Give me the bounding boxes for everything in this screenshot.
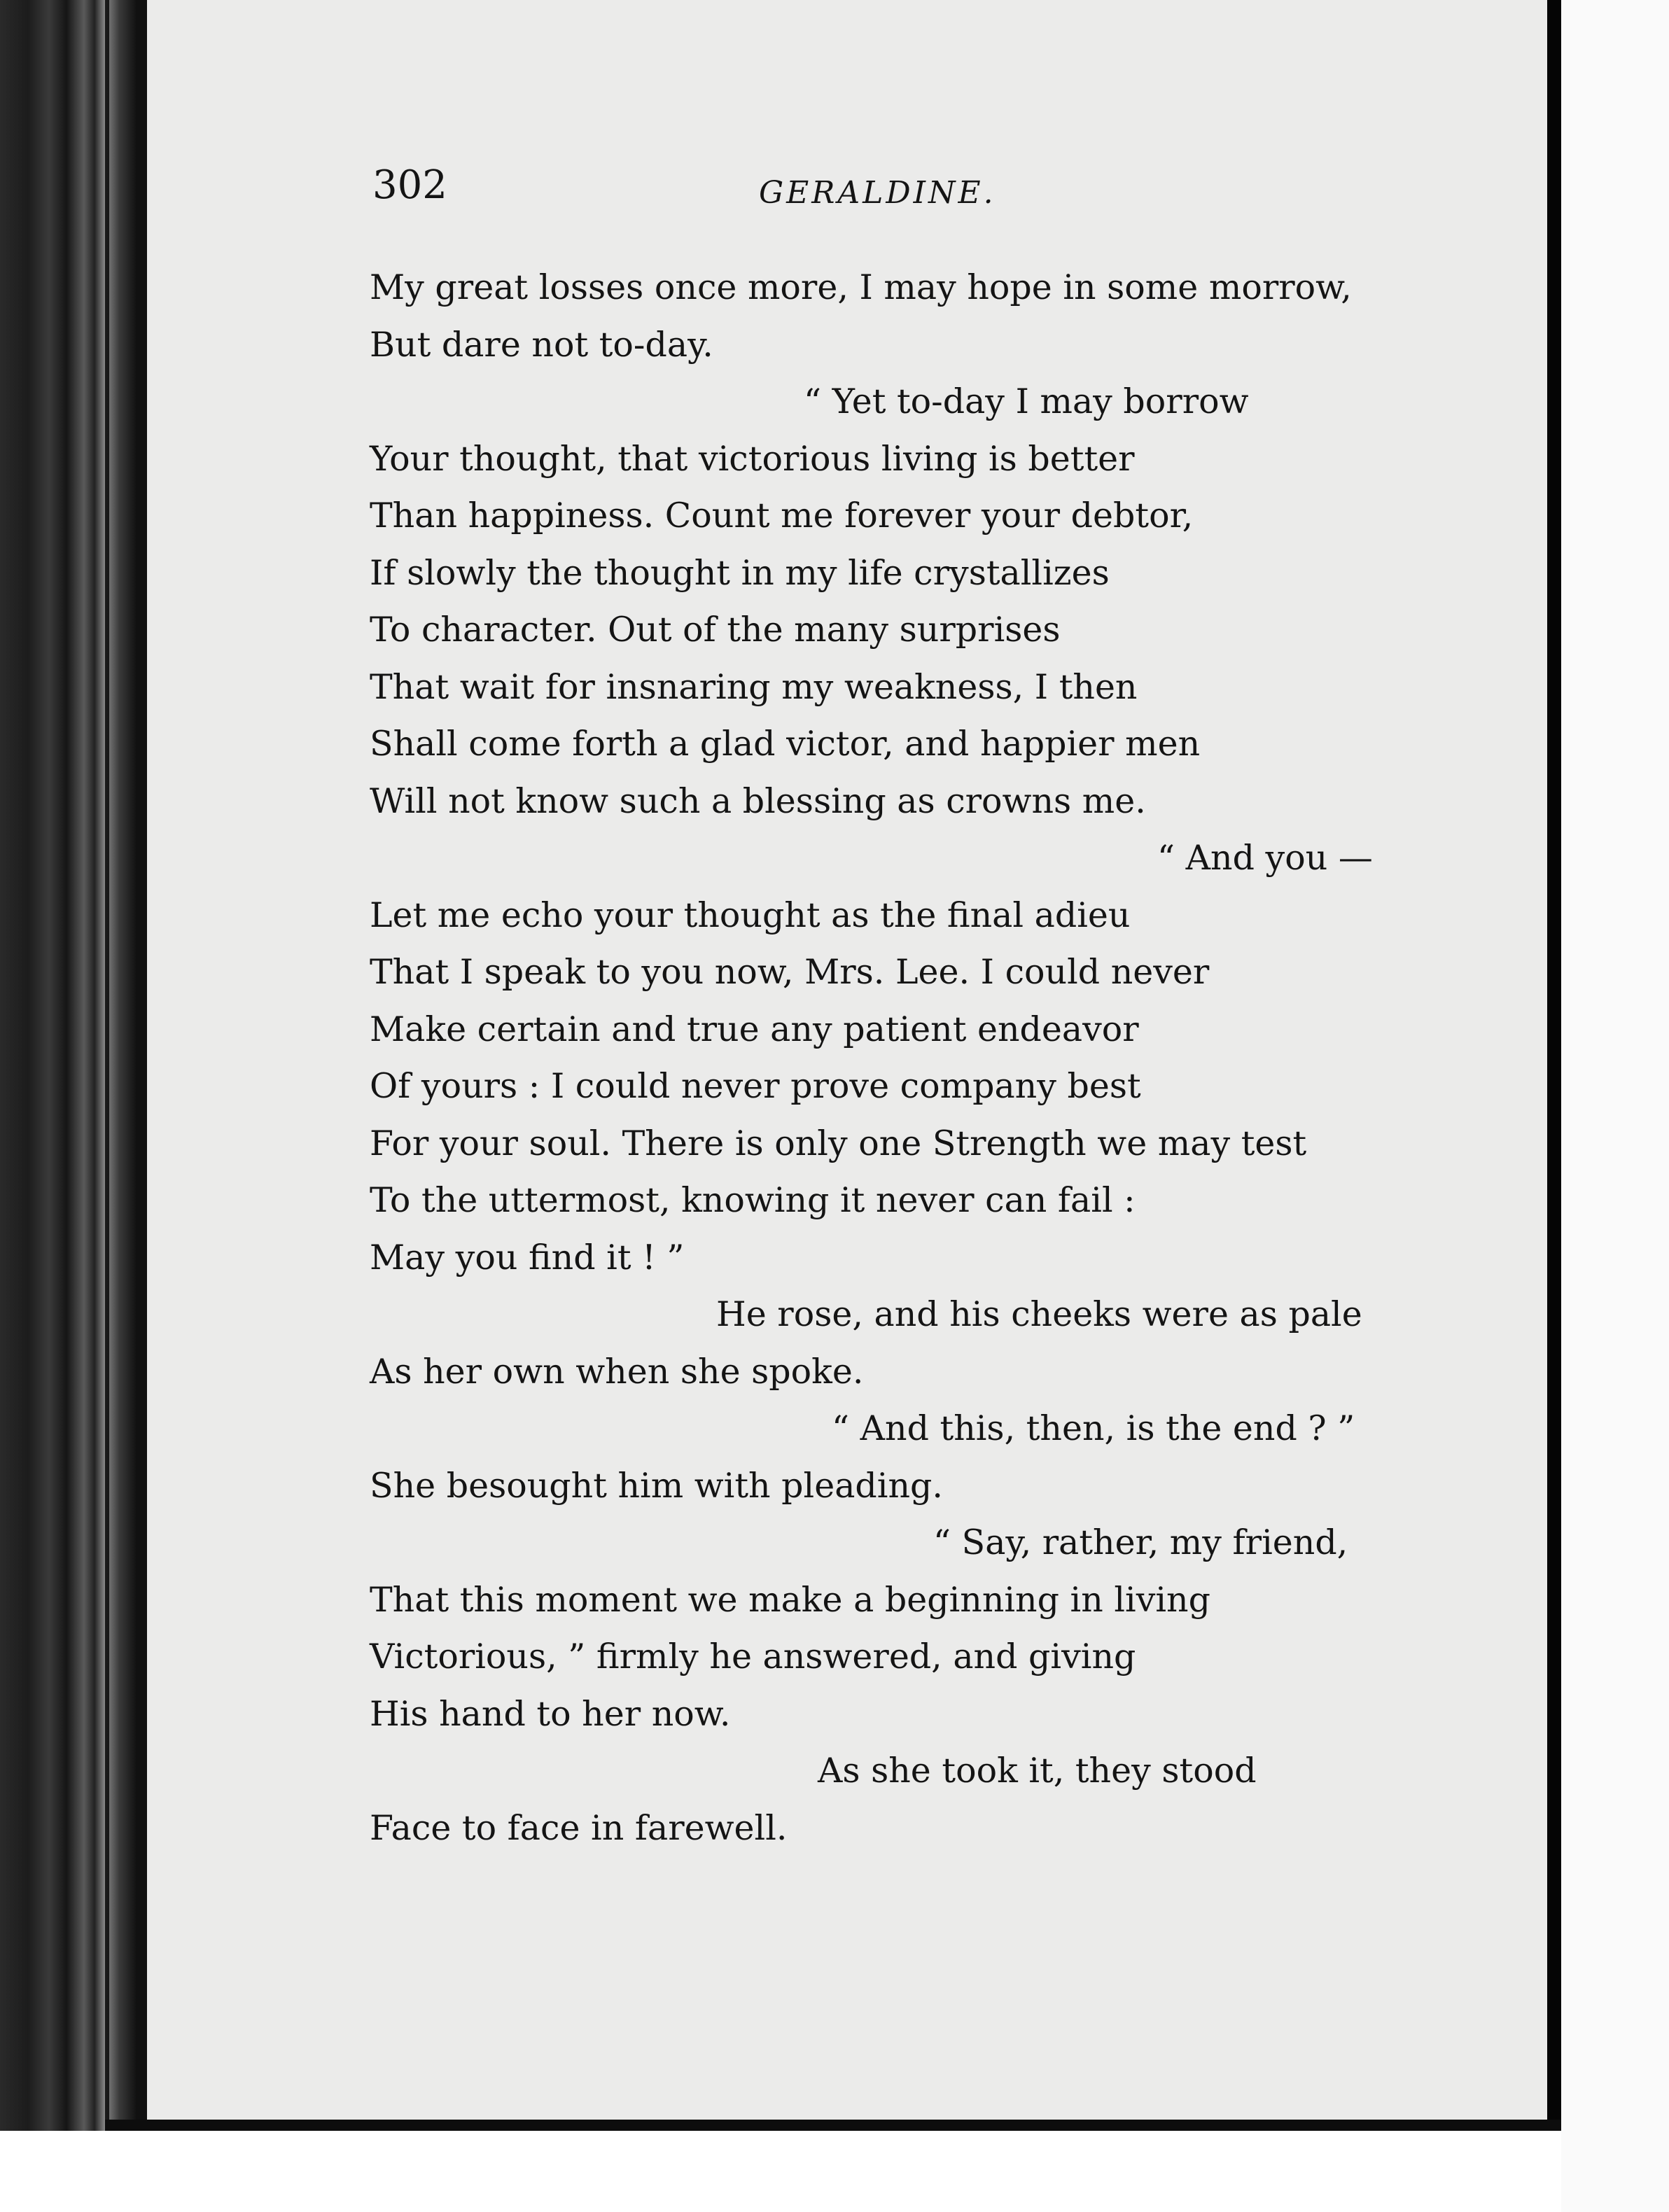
poem-line: She besought him with pleading. xyxy=(370,1465,943,1506)
poem-line: Of yours : I could never prove company best xyxy=(370,1066,1141,1106)
poem-line: “ And you — xyxy=(1157,838,1373,878)
page-number: 302 xyxy=(372,162,447,208)
poem-line: Victorious, ” firmly he answered, and giving xyxy=(370,1637,1136,1676)
poem-line: His hand to her now. xyxy=(370,1693,731,1734)
poem-line: He rose, and his cheeks were as pale xyxy=(716,1294,1362,1334)
scan-margin-bottom xyxy=(0,2131,1561,2212)
poem-line: As she took it, they stood xyxy=(818,1751,1257,1791)
poem-line: “ Yet to-day I may borrow xyxy=(804,382,1249,421)
poem-line: May you find it ! ” xyxy=(370,1237,685,1278)
poem-text xyxy=(370,259,1420,1856)
gutter-line xyxy=(105,0,109,2212)
poem-line: “ And this, then, is the end ? ” xyxy=(832,1408,1355,1448)
poem-line: That this moment we make a beginning in living xyxy=(370,1579,1210,1620)
poem-line: But dare not to-day. xyxy=(370,324,713,365)
poem-line: Will not know such a blessing as crowns me. xyxy=(370,780,1146,821)
page-edge-right xyxy=(1547,0,1561,2212)
running-head: GERALDINE. xyxy=(759,175,996,211)
poem-line: Face to face in farewell. xyxy=(370,1807,788,1848)
poem-line: For your soul. There is only one Strength we may test xyxy=(370,1123,1307,1163)
book-gutter xyxy=(0,0,147,2212)
scan-margin-right xyxy=(1561,0,1669,2212)
poem-line: That I speak to you now, Mrs. Lee. I could never xyxy=(370,952,1210,992)
poem-line: “ Say, rather, my friend, xyxy=(933,1522,1348,1562)
poem-line: Than happiness. Count me forever your debtor, xyxy=(370,496,1194,536)
poem-line: That wait for insnaring my weakness, I then xyxy=(370,666,1138,707)
poem-line: My great losses once more, I may hope in some morrow, xyxy=(370,267,1352,307)
poem-line: Shall come forth a glad victor, and happier men xyxy=(370,724,1201,764)
poem-line: If slowly the thought in my life crystallizes xyxy=(370,552,1110,593)
poem-line: To character. Out of the many surprises xyxy=(370,610,1061,650)
poem-line: Let me echo your thought as the final adieu xyxy=(370,895,1131,935)
poem-line: As her own when she spoke. xyxy=(370,1351,864,1392)
page-edge-bottom xyxy=(105,2120,1561,2131)
poem-line: Your thought, that victorious living is better xyxy=(370,438,1135,479)
poem-line: To the uttermost, knowing it never can fail : xyxy=(370,1180,1136,1220)
poem-line: Make certain and true any patient endeavor xyxy=(370,1009,1139,1049)
